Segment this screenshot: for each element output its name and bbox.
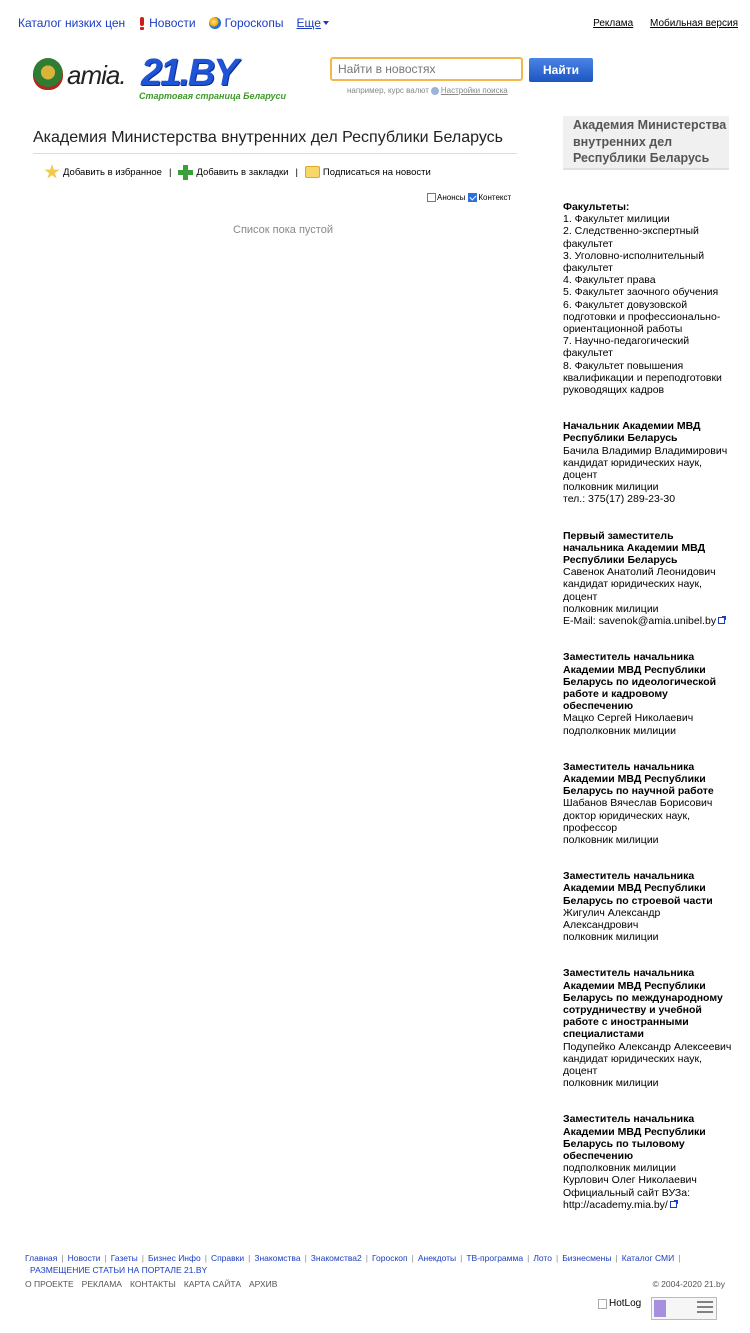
external-link-icon: [718, 617, 725, 624]
subscribe-label: Подписаться на новости: [322, 166, 431, 178]
faculty-item: 1. Факультет милиции: [563, 213, 670, 226]
horoscope-icon: [209, 17, 221, 29]
official-site-link[interactable]: http://academy.mia.by/: [563, 1198, 668, 1211]
staff-detail: Курлович Олег Николаевич: [563, 1174, 697, 1187]
footer-separator: |: [555, 1253, 559, 1263]
horoscopes-link-label: Гороскопы: [224, 16, 284, 30]
block-spacer: [563, 846, 735, 870]
footer-meta-link[interactable]: АРХИВ: [249, 1279, 278, 1289]
staff-detail: кандидат юридических наук, доцент: [563, 1052, 702, 1077]
more-menu[interactable]: [296, 16, 328, 30]
staff-detail: кандидат юридических наук, доцент: [563, 578, 702, 603]
counter-bar-icon: [654, 1300, 666, 1317]
footer-separator: |: [365, 1253, 368, 1263]
hotlog-label: HotLog: [609, 1298, 642, 1309]
context-checkbox[interactable]: [468, 193, 477, 202]
envelope-icon: [305, 166, 320, 178]
staff-detail: подполковник милиции: [563, 1162, 676, 1175]
search-hint: [347, 86, 508, 95]
context-label: Контекст: [478, 193, 512, 202]
staff-detail: полковник милиции: [563, 931, 659, 944]
staff-detail: полковник милиции: [563, 833, 659, 846]
announces-checkbox[interactable]: [427, 193, 436, 202]
site-logo[interactable]: [33, 52, 303, 102]
page-title: Академия Министерства внутренних дел Республики Беларусь: [33, 129, 503, 146]
staff-detail: полковник милиции: [563, 1077, 659, 1090]
footer-link[interactable]: ТВ-программа: [466, 1253, 524, 1263]
counter-lines-icon: [697, 1301, 713, 1316]
staff-detail: полковник милиции: [563, 602, 659, 615]
footer-link[interactable]: Газеты: [110, 1253, 138, 1263]
copyright: © 2004-2020 21.by: [652, 1279, 725, 1289]
staff-detail: Официальный сайт ВУЗа:: [563, 1186, 690, 1199]
catalog-link[interactable]: Каталог низких цен: [18, 16, 126, 30]
staff-role: Заместитель начальника Академии МВД Республики Беларусь по идеологической работе и кадровому обеспечению: [563, 651, 717, 713]
faculties-label: Факультеты:: [563, 201, 630, 213]
footer-meta-links: [25, 1279, 285, 1289]
hotlog-badge[interactable]: [598, 1298, 641, 1309]
brand-logo-text: 21.BY: [141, 52, 237, 94]
add-bookmark-button[interactable]: [178, 165, 288, 180]
staff-detail: Подупейко Александр Алексеевич: [563, 1040, 732, 1053]
staff-detail: Бачила Владимир Владимирович: [563, 444, 728, 457]
footer-link[interactable]: Лото: [533, 1253, 552, 1263]
search-input[interactable]: Найти в новостях: [330, 57, 523, 81]
empty-list-message: Список пока пустой: [233, 224, 333, 236]
block-spacer: [563, 1089, 735, 1113]
footer-meta-link[interactable]: О ПРОЕКТЕ: [25, 1279, 74, 1289]
logo-slogan: Стартовая страница Беларуси: [139, 91, 287, 101]
block-spacer: [563, 943, 735, 967]
footer-link[interactable]: Знакомства2: [310, 1253, 362, 1263]
add-favorite-button[interactable]: [44, 164, 162, 180]
news-link[interactable]: [139, 16, 195, 30]
footer-link[interactable]: Анекдоты: [417, 1253, 457, 1263]
staff-detail: Савенок Анатолий Леонидович: [563, 566, 716, 579]
staff-role: Заместитель начальника Академии МВД Республики Беларусь по международному сотрудничеству и учебной работе с иностранными специалистами: [563, 967, 723, 1041]
staff-list: [563, 396, 735, 1211]
academy-emblem-icon: [33, 58, 63, 90]
filter-checkboxes: [427, 193, 511, 202]
footer-link[interactable]: Гороскоп: [371, 1253, 408, 1263]
footer-meta-link[interactable]: РЕКЛАМА: [81, 1279, 122, 1289]
block-spacer: [563, 396, 735, 420]
caret-down-icon: [323, 21, 329, 25]
footer-link[interactable]: Главная: [25, 1253, 58, 1263]
staff-detail: Жигулич Александр Александрович: [563, 906, 661, 931]
staff-detail: тел.: 375(17) 289-23-30: [563, 493, 676, 506]
staff-detail: кандидат юридических наук, доцент: [563, 456, 702, 482]
ads-link[interactable]: Реклама: [593, 18, 634, 29]
footer-separator: |: [141, 1253, 144, 1263]
faculty-item: 5. Факультет заочного обучения: [563, 286, 719, 299]
faculty-list: [563, 213, 735, 396]
staff-email-row: [563, 615, 735, 627]
faculty-item: 4. Факультет права: [563, 274, 656, 287]
faculty-item: 6. Факультет довузовской подготовки и профессионально-ориентационной работы: [563, 298, 721, 336]
search-button[interactable]: Найти: [529, 58, 593, 82]
footer-separator: |: [411, 1253, 414, 1263]
top-right-links: [579, 18, 738, 29]
footer-nav: [25, 1252, 725, 1276]
footer-link[interactable]: Бизнес Инфо: [147, 1253, 201, 1263]
faculty-item: 3. Уголовно-исполнительный факультет: [563, 249, 705, 275]
footer-link[interactable]: Знакомства: [254, 1253, 301, 1263]
settings-gear-icon: [431, 87, 439, 95]
staff-detail: подполковник милиции: [563, 724, 676, 737]
search-hint-text: например, курс валют: [347, 86, 429, 95]
email-label: E-Mail:: [563, 615, 599, 628]
official-site-row: [563, 1199, 735, 1211]
staff-role: Первый заместитель начальника Академии МВД Республики Беларусь: [563, 529, 706, 567]
action-separator: |: [168, 166, 172, 178]
action-bar: [44, 164, 431, 180]
announces-label: Анонсы: [437, 193, 466, 202]
search-settings-link[interactable]: Настройки поиска: [440, 86, 508, 95]
footer-meta-link[interactable]: КОНТАКТЫ: [129, 1279, 176, 1289]
footer-separator: |: [615, 1253, 618, 1263]
news-link-label: Новости: [149, 16, 196, 30]
mobile-version-link[interactable]: Мобильная версия: [650, 18, 738, 29]
faculty-item: 7. Научно-педагогический факультет: [563, 335, 690, 360]
staff-role: Начальник Академии МВД Республики Беларусь: [563, 420, 701, 445]
footer-separator: |: [527, 1253, 530, 1263]
horoscopes-link[interactable]: [209, 16, 284, 30]
block-spacer: [563, 506, 735, 530]
action-separator: |: [295, 166, 298, 178]
top-nav: [18, 15, 342, 31]
external-link-icon: [670, 1201, 677, 1208]
add-favorite-label: Добавить в избранное: [63, 166, 162, 178]
title-divider: [33, 153, 517, 154]
footer-link[interactable]: Новости: [67, 1253, 101, 1263]
amia-logo-text: amia.: [67, 60, 126, 90]
block-spacer: [563, 627, 735, 651]
subscribe-button[interactable]: [305, 166, 431, 178]
sidebar-info: [563, 201, 735, 1211]
footer-link[interactable]: Каталог СМИ: [621, 1253, 675, 1263]
footer-separator: |: [204, 1253, 207, 1263]
staff-detail: Мацко Сергей Николаевич: [563, 712, 694, 725]
footer-separator: |: [678, 1253, 681, 1263]
star-icon: [44, 164, 60, 180]
exclamation-icon: [139, 17, 145, 30]
staff-role: Заместитель начальника Академии МВД Республики Беларусь по строевой части: [563, 870, 713, 907]
email-link[interactable]: savenok@amia.unibel.by: [598, 615, 717, 628]
sidebar-heading: Академия Министерства внутренних дел Республики Беларусь: [563, 116, 729, 170]
staff-role: Заместитель начальника Академии МВД Республики Беларусь по тыловому обеспечению: [563, 1113, 706, 1162]
footer-separator: |: [61, 1253, 64, 1263]
staff-role: Заместитель начальника Академии МВД Республики Беларусь по научной работе: [563, 760, 714, 798]
more-menu-label: Еще: [296, 16, 321, 30]
staff-detail: полковник милиции: [563, 481, 659, 494]
broken-image-icon: [598, 1299, 607, 1309]
staff-detail: Шабанов Вячеслав Борисович: [563, 797, 713, 810]
staff-detail: доктор юридических наук, профессор: [563, 809, 691, 834]
faculty-item: 2. Следственно-экспертный факультет: [563, 225, 699, 250]
footer-separator: |: [104, 1253, 107, 1263]
visitor-counter[interactable]: [651, 1297, 717, 1320]
footer-link[interactable]: Бизнесмены: [562, 1253, 612, 1263]
footer-separator: |: [248, 1253, 251, 1263]
add-bookmark-label: Добавить в закладки: [196, 166, 289, 178]
footer-link[interactable]: Справки: [210, 1253, 245, 1263]
faculty-item: 8. Факультет повышения квалификации и переподготовки руководящих кадров: [563, 359, 722, 397]
plus-icon: [178, 165, 193, 180]
footer-separator: |: [460, 1253, 463, 1263]
block-spacer: [563, 737, 735, 761]
footer-separator: |: [304, 1253, 307, 1263]
footer-article-link[interactable]: РАЗМЕЩЕНИЕ СТАТЬИ НА ПОРТАЛЕ 21.BY: [30, 1265, 208, 1275]
footer-meta-link[interactable]: КАРТА САЙТА: [183, 1279, 241, 1289]
